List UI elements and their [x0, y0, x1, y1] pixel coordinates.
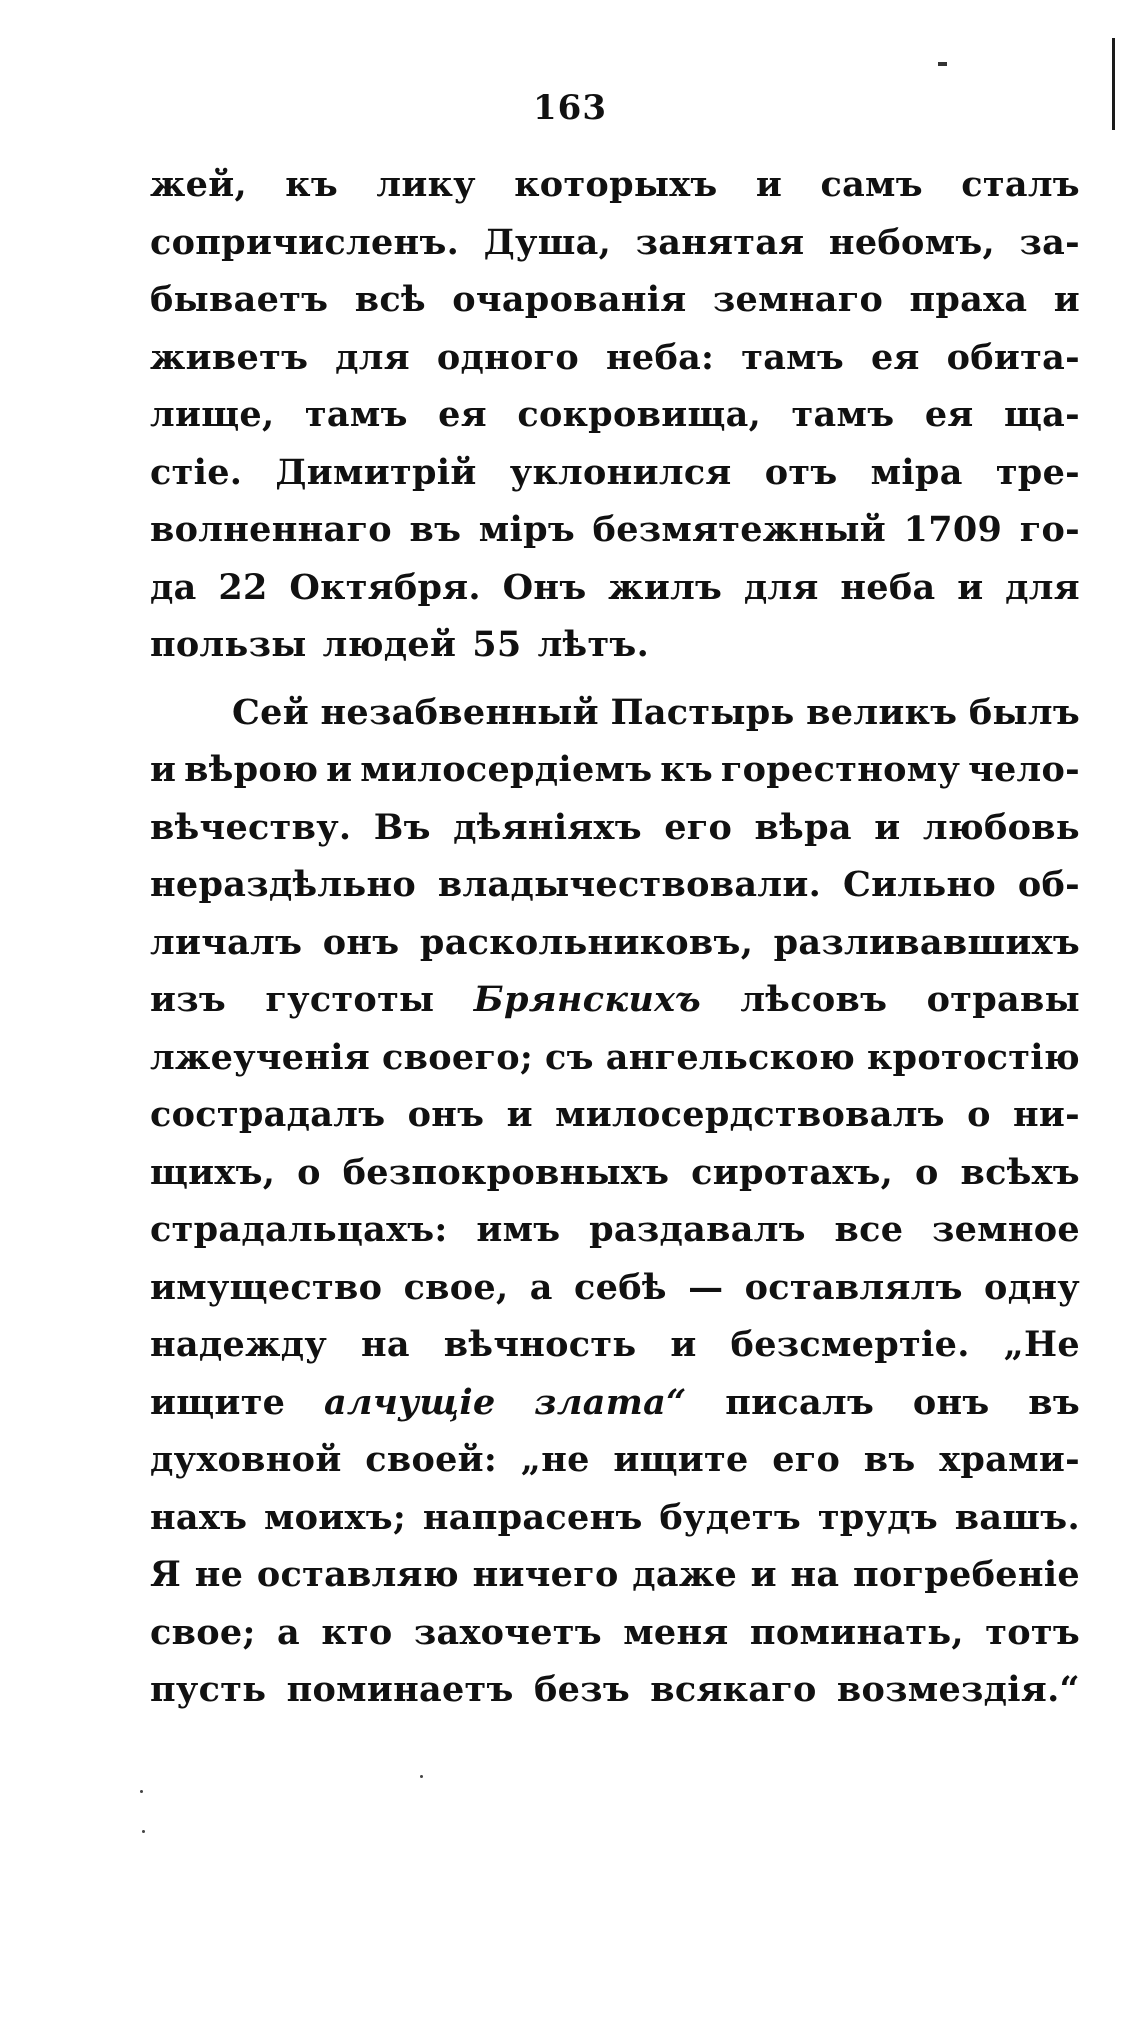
text-line: щихъ, о безпокровныхъ сиротахъ, о всѣхъ: [150, 1151, 1080, 1193]
text-line: имущество свое, а себѣ — оставлялъ одну: [150, 1266, 1080, 1308]
text-line: пусть поминаетъ безъ всякаго возмездія.“: [150, 1669, 1080, 1710]
text-line: жей, къ лику которыхъ и самъ сталъ: [150, 164, 1080, 205]
paragraph-2: [150, 684, 1080, 1719]
paper-speck: [420, 1775, 423, 1778]
text-line: бываетъ всѣ очарованія земнаго праха и: [150, 279, 1080, 320]
paragraph-1: [150, 156, 1080, 674]
text-line: надежду на вѣчность и безсмертіе. „Не: [150, 1324, 1080, 1365]
text-line: сопричисленъ. Душа, занятая небомъ, за-: [150, 221, 1080, 263]
text-line: вѣчеству. Въ дѣяніяхъ его вѣра и любовь: [150, 806, 1080, 848]
text-line: страдальцахъ: имъ раздавалъ все земное: [150, 1209, 1080, 1250]
page-number: 163: [533, 88, 607, 128]
text-line: духовной своей: „не ищите его въ храми-: [150, 1439, 1080, 1480]
text-line: Сей незабвенный Пастырь великъ былъ: [232, 691, 1080, 733]
text-line: и вѣрою и милосердіемъ къ горестному чело-: [150, 749, 1080, 790]
text-line: сострадалъ онъ и милосердствовалъ о ни-: [150, 1094, 1080, 1135]
paper-speck: [140, 1790, 143, 1793]
text-line: волненнаго въ міръ безмятежный 1709 го-: [150, 509, 1080, 550]
text-line: лище, тамъ ея сокровища, тамъ ея ща-: [150, 394, 1080, 435]
text-line: нахъ моихъ; напрасенъ будетъ трудъ вашъ.: [150, 1496, 1080, 1538]
text-line: изъ густоты Брянскихъ лѣсовъ отравы: [150, 979, 1080, 1020]
text-line: стіе. Димитрій уклонился отъ міра тре-: [150, 451, 1080, 493]
print-mark: [938, 62, 947, 66]
paper-speck: [142, 1830, 145, 1833]
text-line: да 22 Октября. Онъ жилъ для неба и для: [150, 566, 1080, 608]
text-line: живетъ для одного неба: тамъ ея обита-: [150, 336, 1080, 378]
text-line: личалъ онъ раскольниковъ, разливавшихъ: [150, 921, 1080, 963]
text-line: пользы людей 55 лѣтъ.: [150, 624, 650, 665]
text-line: лжеученія своего; съ ангельскою кротостію: [150, 1036, 1080, 1078]
text-line: свое; а кто захочетъ меня поминать, тотъ: [150, 1611, 1080, 1653]
body-text: [150, 156, 1080, 1719]
text-line: Я не оставляю ничего даже и на погребеніе: [150, 1554, 1080, 1595]
text-line: нераздѣльно владычествовали. Сильно об-: [150, 864, 1080, 905]
text-line: ищите алчущіе злата“ писалъ онъ въ: [150, 1381, 1080, 1423]
